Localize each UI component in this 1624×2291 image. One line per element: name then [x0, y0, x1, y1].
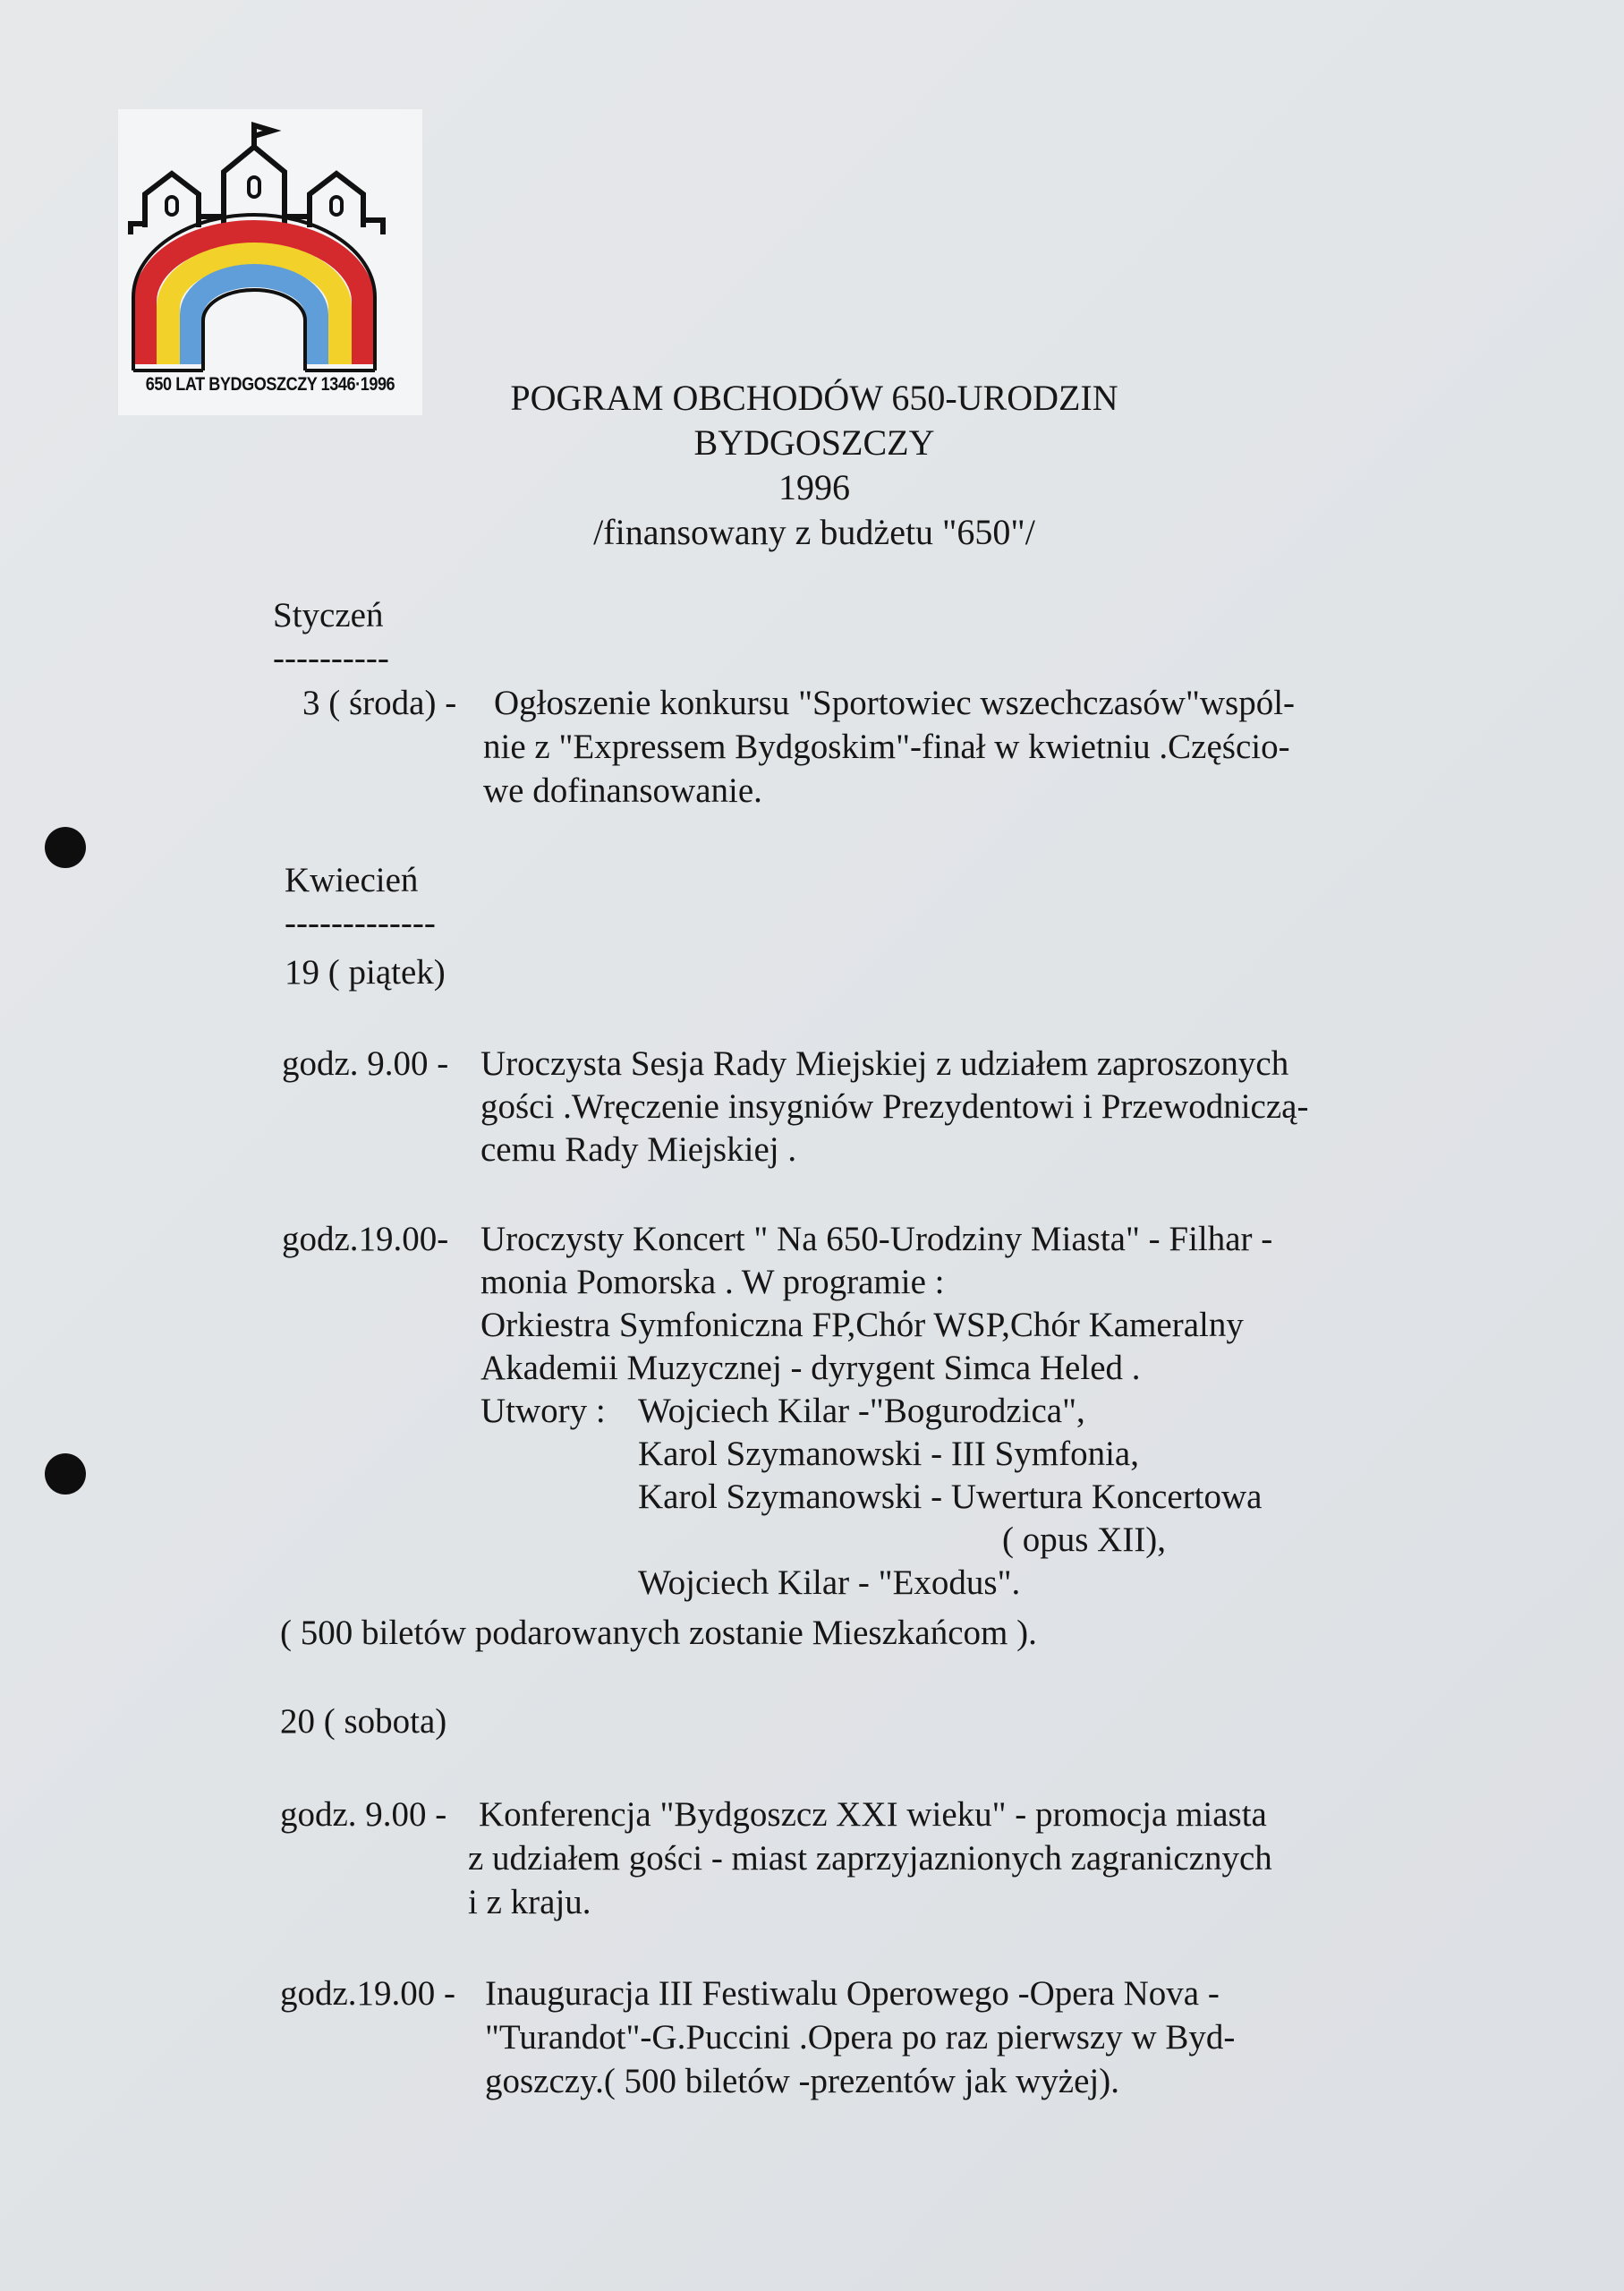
event-time: godz. 9.00 - [282, 1044, 449, 1083]
event-text: Akademii Muzycznej - dyrygent Simca Heled . [480, 1349, 1141, 1387]
work-item: Karol Szymanowski - III Symfonia, [638, 1435, 1139, 1473]
month-underline: ------------- [285, 904, 436, 942]
title-line-3: 1996 [778, 467, 850, 507]
event-text: Uroczysta Sesja Rady Miejskiej z udziałem zaproszonych [480, 1044, 1289, 1083]
work-item: Wojciech Kilar - "Exodus". [638, 1563, 1021, 1602]
day-heading: 20 ( sobota) [280, 1702, 447, 1741]
event-text: Orkiestra Symfoniczna FP,Chór WSP,Chór Kameralny [480, 1306, 1244, 1344]
logo-caption: 650 LAT BYDGOSZCZY 1346·1996 [145, 374, 395, 395]
title-line-4: /finansowany z budżetu "650"/ [593, 512, 1035, 552]
event-text: Inauguracja III Festiwalu Operowego -Opera Nova - [485, 1974, 1220, 2013]
month-heading-kwiecien: Kwiecień [285, 861, 419, 899]
date-label: 3 ( środa) - [302, 684, 457, 722]
event-text: Uroczysty Koncert " Na 650-Urodziny Miasta" - Filhar - [480, 1220, 1273, 1258]
work-item: Wojciech Kilar -"Bogurodzica", [638, 1392, 1085, 1430]
month-underline: ---------- [273, 639, 389, 677]
event-text: cemu Rady Miejskiej . [480, 1130, 797, 1169]
month-heading-styczen: Styczeń [273, 596, 384, 634]
anniversary-logo [118, 109, 422, 415]
event-time: godz.19.00- [282, 1220, 449, 1258]
event-text: z udziałem gości - miast zaprzyjaznionych zagranicznych [468, 1839, 1272, 1878]
event-time: godz. 9.00 - [280, 1795, 447, 1834]
title-line-1: POGRAM OBCHODÓW 650-URODZIN [510, 378, 1118, 418]
punch-hole-bottom [45, 1453, 86, 1495]
event-text: gości .Wręczenie insygniów Prezydentowi i Przewodniczą- [480, 1087, 1309, 1126]
event-time: godz.19.00 - [280, 1974, 456, 2013]
title-line-2: BYDGOSZCZY [693, 422, 935, 463]
event-text: we dofinansowanie. [483, 771, 762, 810]
works-label: Utwory : [480, 1392, 606, 1430]
punch-hole-top [45, 827, 86, 868]
day-heading: 19 ( piątek) [285, 953, 446, 992]
event-text: Konferencja "Bydgoszcz XXI wieku" - promocja miasta [479, 1795, 1267, 1834]
event-text: nie z "Expressem Bydgoskim"-finał w kwietniu .Częścio- [483, 728, 1290, 766]
event-text: goszczy.( 500 biletów -prezentów jak wyżej). [485, 2062, 1119, 2100]
castle-rainbow-icon [118, 109, 422, 378]
work-item: ( opus XII), [1002, 1520, 1167, 1559]
event-text: monia Pomorska . W programie : [480, 1263, 945, 1301]
event-text: Ogłoszenie konkursu "Sportowiec wszechczasów"wspól- [494, 684, 1296, 722]
work-item: Karol Szymanowski - Uwertura Koncertowa [638, 1478, 1263, 1516]
event-text: "Turandot"-G.Puccini .Opera po raz pierwszy w Byd- [485, 2018, 1236, 2057]
event-text: i z kraju. [468, 1883, 591, 1921]
tickets-note: ( 500 biletów podarowanych zostanie Mieszkańcom ). [280, 1614, 1037, 1652]
